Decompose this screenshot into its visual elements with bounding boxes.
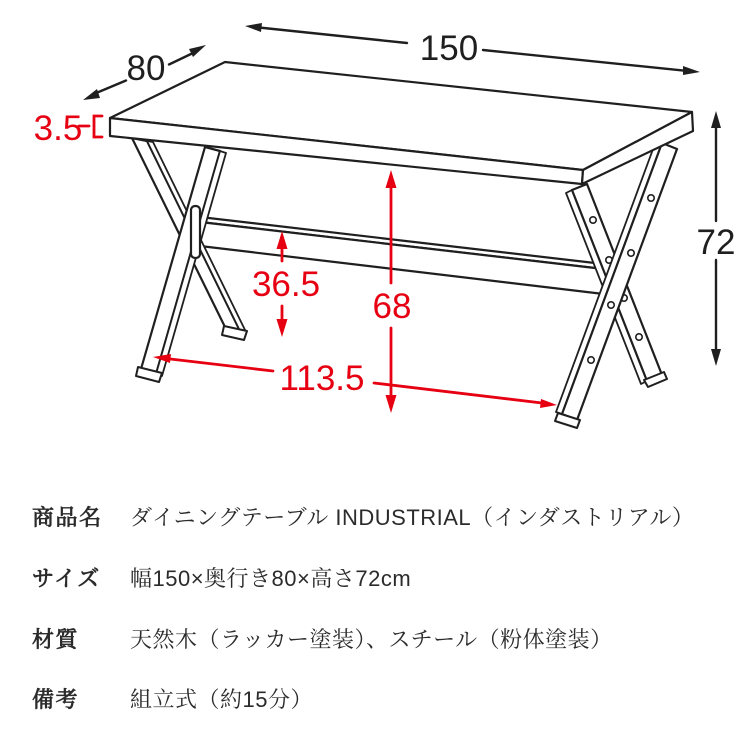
spec-value-material: 天然木（ラッカー塗装）、スチール（粉体塗装） (130, 627, 613, 652)
spec-label-product-name: 商品名 (32, 505, 103, 530)
thickness-bracket (94, 116, 102, 137)
left-x-leg (132, 138, 246, 376)
dim-foot-span-label: 113.5 (279, 359, 365, 398)
dim-total-height (697, 111, 736, 366)
spec-value-product-name: ダイニングテーブル INDUSTRIAL（インダストリアル） (130, 505, 695, 530)
spec-label-material: 材質 (32, 627, 80, 652)
spec-value-notes: 組立式（約15分） (130, 687, 313, 712)
spec-row-material (0, 623, 750, 652)
dim-underside-height (373, 170, 412, 413)
dim-stretcher-height-label: 36.5 (251, 265, 321, 304)
dim-total-height-label: 72 (696, 223, 736, 262)
rivet-hole (588, 357, 594, 363)
spec-row-size (0, 562, 750, 591)
rivet-hole (628, 250, 634, 256)
spec-label-notes: 備考 (32, 687, 80, 712)
dim-underside-height-label: 68 (372, 287, 412, 326)
leg-mount-plate (191, 206, 200, 258)
spec-row-product-name (0, 501, 750, 530)
dim-top-thickness (34, 109, 102, 148)
rivet-hole (608, 302, 614, 308)
dim-depth-label: 80 (126, 49, 166, 88)
spec-row-notes (0, 683, 750, 712)
rivet-hole (590, 217, 596, 223)
dim-top-thickness-label: 3.5 (33, 109, 83, 148)
dim-foot-span (153, 354, 557, 408)
rivet-hole (636, 334, 642, 340)
dim-top-width (245, 23, 700, 75)
spec-value-size: 幅150×奥行き80×高さ72cm (130, 566, 412, 591)
spec-label-size: サイズ (32, 566, 101, 591)
rivet-hole (648, 195, 654, 201)
tabletop (110, 62, 693, 184)
dim-top-width-label: 150 (419, 29, 479, 68)
